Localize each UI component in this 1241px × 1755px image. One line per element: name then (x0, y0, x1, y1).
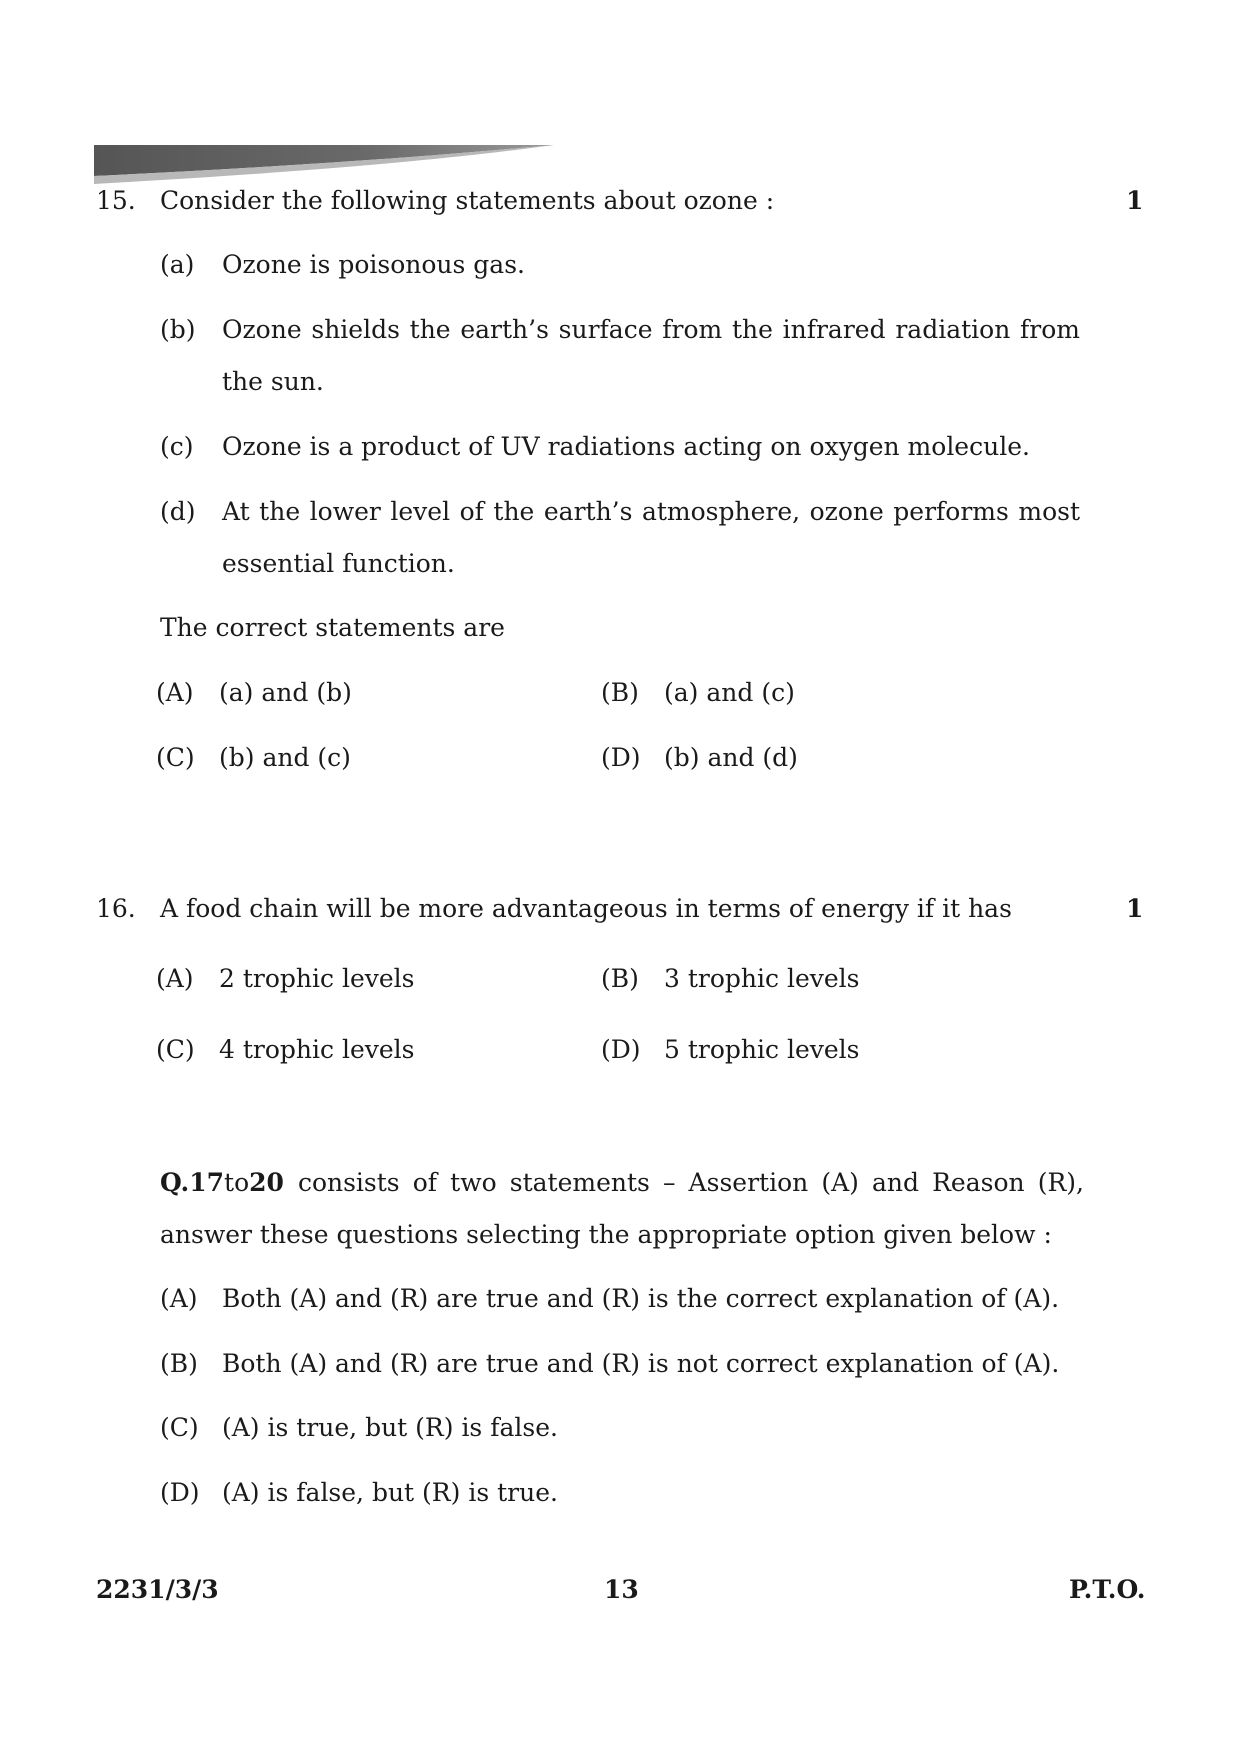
header-decorative-band (94, 142, 554, 184)
question-number: 16. (96, 894, 136, 923)
instruction-line-1 (160, 1168, 1084, 1198)
instruction-line-1-rest: consists of two statements – Assertion (A) and Reason (R), (297, 1168, 1084, 1197)
question-number: 15. (96, 186, 136, 215)
statement-continuation: the sun. (222, 367, 324, 396)
option-label: (A) (156, 964, 194, 993)
statement-label: (a) (160, 250, 195, 279)
q-label: Q. (160, 1168, 190, 1197)
statement-label: (b) (160, 315, 196, 344)
option-text: (A) is false, but (R) is true. (222, 1478, 558, 1507)
option-label: (A) (160, 1284, 198, 1313)
option-label: (C) (160, 1413, 199, 1442)
option-label: (A) (156, 678, 194, 707)
question-text: Consider the following statements about ozone : (160, 186, 775, 215)
statement-label: (d) (160, 497, 196, 526)
statement-text: Ozone shields the earth’s surface from the infrared radiation from (222, 315, 1080, 344)
pto-label: P.T.O. (1069, 1575, 1146, 1604)
option-text: 3 trophic levels (664, 964, 860, 993)
option-label: (B) (601, 964, 639, 993)
statement-continuation: essential function. (222, 549, 455, 578)
page-number: 13 (604, 1575, 639, 1604)
marks: 1 (1126, 186, 1144, 215)
range-from: 17 (189, 1168, 225, 1197)
statement-label: (c) (160, 432, 194, 461)
option-label: (C) (156, 1035, 195, 1064)
option-text: 4 trophic levels (219, 1035, 415, 1064)
option-label: (B) (601, 678, 639, 707)
range-to: 20 (249, 1168, 284, 1197)
option-label: (D) (601, 1035, 641, 1064)
option-text: (b) and (c) (219, 743, 351, 772)
statement-text: At the lower level of the earth’s atmosphere, ozone performs most (222, 497, 1080, 526)
option-text: 5 trophic levels (664, 1035, 860, 1064)
marks: 1 (1126, 894, 1144, 923)
option-label: (B) (160, 1349, 198, 1378)
option-text: 2 trophic levels (219, 964, 415, 993)
option-text: (a) and (b) (219, 678, 352, 707)
instruction-line-2: answer these questions selecting the appropriate option given below : (160, 1220, 1052, 1249)
statement-text: Ozone is poisonous gas. (222, 250, 525, 279)
option-text: Both (A) and (R) are true and (R) is the correct explanation of (A). (222, 1284, 1060, 1313)
prompt-text: The correct statements are (160, 613, 505, 642)
paper-code: 2231/3/3 (96, 1575, 219, 1604)
range-to-word: to (224, 1168, 250, 1197)
option-text: (a) and (c) (664, 678, 795, 707)
option-label: (D) (601, 743, 641, 772)
option-text: (b) and (d) (664, 743, 798, 772)
option-text: Both (A) and (R) are true and (R) is not correct explanation of (A). (222, 1349, 1060, 1378)
option-label: (D) (160, 1478, 200, 1507)
statement-text: Ozone is a product of UV radiations acting on oxygen molecule. (222, 432, 1030, 461)
option-text: (A) is true, but (R) is false. (222, 1413, 558, 1442)
question-text: A food chain will be more advantageous in terms of energy if it has (160, 894, 1012, 923)
option-label: (C) (156, 743, 195, 772)
